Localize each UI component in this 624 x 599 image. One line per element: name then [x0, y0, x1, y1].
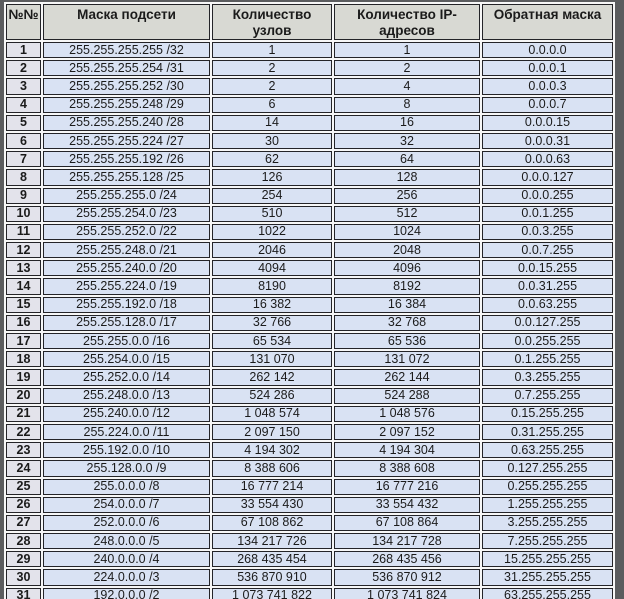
cell-host-count: 1 073 741 822	[212, 588, 332, 599]
cell-wildcard-mask: 0.0.7.255	[482, 242, 613, 258]
table-row	[6, 242, 613, 258]
cell-ip-count: 64	[334, 151, 480, 167]
cell-subnet-mask: 255.248.0.0 /13	[43, 388, 210, 404]
cell-wildcard-mask: 0.255.255.255	[482, 479, 613, 495]
cell-wildcard-mask: 0.0.127.255	[482, 315, 613, 331]
cell-row-number: 10	[6, 206, 41, 222]
cell-subnet-mask: 192.0.0.0 /2	[43, 588, 210, 599]
cell-host-count: 8 388 606	[212, 460, 332, 476]
cell-wildcard-mask: 0.7.255.255	[482, 388, 613, 404]
cell-subnet-mask: 255.255.240.0 /20	[43, 260, 210, 276]
column-header-mask: Маска подсети	[43, 4, 210, 40]
cell-ip-count: 4	[334, 78, 480, 94]
cell-row-number: 15	[6, 297, 41, 313]
table-row	[6, 224, 613, 240]
table-row	[6, 188, 613, 204]
cell-row-number: 3	[6, 78, 41, 94]
cell-subnet-mask: 255.240.0.0 /12	[43, 406, 210, 422]
cell-row-number: 4	[6, 97, 41, 113]
cell-wildcard-mask: 0.0.0.1	[482, 60, 613, 76]
table-row	[6, 479, 613, 495]
table-row	[6, 515, 613, 531]
table-row	[6, 424, 613, 440]
cell-subnet-mask: 255.255.255.224 /27	[43, 133, 210, 149]
cell-host-count: 524 286	[212, 388, 332, 404]
cell-ip-count: 4 194 304	[334, 442, 480, 458]
cell-wildcard-mask: 0.63.255.255	[482, 442, 613, 458]
cell-row-number: 5	[6, 115, 41, 131]
cell-row-number: 2	[6, 60, 41, 76]
cell-row-number: 25	[6, 479, 41, 495]
cell-wildcard-mask: 0.127.255.255	[482, 460, 613, 476]
cell-row-number: 22	[6, 424, 41, 440]
cell-wildcard-mask: 0.0.31.255	[482, 278, 613, 294]
cell-host-count: 2046	[212, 242, 332, 258]
cell-host-count: 126	[212, 169, 332, 185]
cell-host-count: 1	[212, 42, 332, 58]
cell-row-number: 11	[6, 224, 41, 240]
cell-host-count: 6	[212, 97, 332, 113]
cell-row-number: 8	[6, 169, 41, 185]
table-row	[6, 588, 613, 599]
cell-ip-count: 1024	[334, 224, 480, 240]
cell-subnet-mask: 255.255.255.255 /32	[43, 42, 210, 58]
cell-ip-count: 1 073 741 824	[334, 588, 480, 599]
cell-subnet-mask: 255.255.255.254 /31	[43, 60, 210, 76]
cell-subnet-mask: 255.255.248.0 /21	[43, 242, 210, 258]
cell-host-count: 268 435 454	[212, 551, 332, 567]
cell-wildcard-mask: 0.0.0.31	[482, 133, 613, 149]
cell-subnet-mask: 255.255.192.0 /18	[43, 297, 210, 313]
table-row	[6, 315, 613, 331]
table-row	[6, 497, 613, 513]
cell-ip-count: 2	[334, 60, 480, 76]
cell-row-number: 23	[6, 442, 41, 458]
column-header-number: №№	[6, 4, 41, 40]
cell-wildcard-mask: 0.1.255.255	[482, 351, 613, 367]
cell-wildcard-mask: 0.3.255.255	[482, 369, 613, 385]
table-row	[6, 297, 613, 313]
cell-wildcard-mask: 0.0.0.63	[482, 151, 613, 167]
cell-ip-count: 8192	[334, 278, 480, 294]
table-row	[6, 551, 613, 567]
cell-ip-count: 1	[334, 42, 480, 58]
table-body	[6, 42, 613, 599]
cell-host-count: 67 108 862	[212, 515, 332, 531]
header-row	[6, 4, 613, 40]
cell-subnet-mask: 248.0.0.0 /5	[43, 533, 210, 549]
cell-row-number: 24	[6, 460, 41, 476]
cell-subnet-mask: 255.128.0.0 /9	[43, 460, 210, 476]
cell-subnet-mask: 255.252.0.0 /14	[43, 369, 210, 385]
cell-row-number: 14	[6, 278, 41, 294]
cell-host-count: 2	[212, 78, 332, 94]
table-row	[6, 442, 613, 458]
table-row	[6, 60, 613, 76]
cell-ip-count: 134 217 728	[334, 533, 480, 549]
table-row	[6, 351, 613, 367]
cell-subnet-mask: 255.255.255.192 /26	[43, 151, 210, 167]
cell-wildcard-mask: 0.0.0.7	[482, 97, 613, 113]
table-row	[6, 533, 613, 549]
cell-host-count: 33 554 430	[212, 497, 332, 513]
cell-ip-count: 2048	[334, 242, 480, 258]
table-row	[6, 388, 613, 404]
cell-wildcard-mask: 0.0.3.255	[482, 224, 613, 240]
cell-row-number: 26	[6, 497, 41, 513]
cell-host-count: 4094	[212, 260, 332, 276]
cell-host-count: 2	[212, 60, 332, 76]
table-row	[6, 278, 613, 294]
table-row	[6, 133, 613, 149]
cell-wildcard-mask: 0.0.255.255	[482, 333, 613, 349]
cell-subnet-mask: 255.224.0.0 /11	[43, 424, 210, 440]
cell-subnet-mask: 224.0.0.0 /3	[43, 569, 210, 585]
cell-host-count: 14	[212, 115, 332, 131]
cell-ip-count: 16 777 216	[334, 479, 480, 495]
cell-row-number: 17	[6, 333, 41, 349]
cell-host-count: 134 217 726	[212, 533, 332, 549]
table-row	[6, 369, 613, 385]
cell-wildcard-mask: 0.31.255.255	[482, 424, 613, 440]
cell-row-number: 6	[6, 133, 41, 149]
table-row	[6, 460, 613, 476]
cell-row-number: 29	[6, 551, 41, 567]
table-row	[6, 169, 613, 185]
cell-wildcard-mask: 7.255.255.255	[482, 533, 613, 549]
cell-host-count: 4 194 302	[212, 442, 332, 458]
cell-host-count: 510	[212, 206, 332, 222]
cell-host-count: 65 534	[212, 333, 332, 349]
cell-host-count: 2 097 150	[212, 424, 332, 440]
cell-wildcard-mask: 15.255.255.255	[482, 551, 613, 567]
cell-host-count: 262 142	[212, 369, 332, 385]
cell-wildcard-mask: 0.0.1.255	[482, 206, 613, 222]
cell-row-number: 13	[6, 260, 41, 276]
cell-ip-count: 128	[334, 169, 480, 185]
cell-row-number: 1	[6, 42, 41, 58]
cell-subnet-mask: 255.255.0.0 /16	[43, 333, 210, 349]
cell-ip-count: 256	[334, 188, 480, 204]
cell-ip-count: 33 554 432	[334, 497, 480, 513]
table-row	[6, 260, 613, 276]
cell-subnet-mask: 255.254.0.0 /15	[43, 351, 210, 367]
cell-ip-count: 67 108 864	[334, 515, 480, 531]
cell-wildcard-mask: 0.0.0.15	[482, 115, 613, 131]
cell-row-number: 16	[6, 315, 41, 331]
column-header-hosts: Количество узлов	[212, 4, 332, 40]
cell-subnet-mask: 252.0.0.0 /6	[43, 515, 210, 531]
column-header-wildcard: Обратная маска	[482, 4, 613, 40]
cell-row-number: 9	[6, 188, 41, 204]
cell-host-count: 536 870 910	[212, 569, 332, 585]
cell-wildcard-mask: 0.15.255.255	[482, 406, 613, 422]
table-row	[6, 333, 613, 349]
cell-host-count: 30	[212, 133, 332, 149]
table-row	[6, 406, 613, 422]
cell-ip-count: 8 388 608	[334, 460, 480, 476]
cell-wildcard-mask: 1.255.255.255	[482, 497, 613, 513]
cell-ip-count: 262 144	[334, 369, 480, 385]
cell-subnet-mask: 240.0.0.0 /4	[43, 551, 210, 567]
cell-host-count: 8190	[212, 278, 332, 294]
cell-ip-count: 16 384	[334, 297, 480, 313]
cell-row-number: 20	[6, 388, 41, 404]
cell-host-count: 16 382	[212, 297, 332, 313]
cell-ip-count: 1 048 576	[334, 406, 480, 422]
cell-row-number: 19	[6, 369, 41, 385]
table-row	[6, 42, 613, 58]
cell-ip-count: 131 072	[334, 351, 480, 367]
cell-ip-count: 4096	[334, 260, 480, 276]
cell-subnet-mask: 255.255.255.128 /25	[43, 169, 210, 185]
cell-row-number: 28	[6, 533, 41, 549]
cell-ip-count: 65 536	[334, 333, 480, 349]
table-row	[6, 206, 613, 222]
table-row	[6, 115, 613, 131]
cell-row-number: 30	[6, 569, 41, 585]
cell-subnet-mask: 255.0.0.0 /8	[43, 479, 210, 495]
cell-row-number: 18	[6, 351, 41, 367]
cell-subnet-mask: 255.255.128.0 /17	[43, 315, 210, 331]
cell-wildcard-mask: 63.255.255.255	[482, 588, 613, 599]
table-row	[6, 151, 613, 167]
cell-wildcard-mask: 0.0.15.255	[482, 260, 613, 276]
cell-host-count: 131 070	[212, 351, 332, 367]
cell-ip-count: 536 870 912	[334, 569, 480, 585]
cell-subnet-mask: 255.255.255.0 /24	[43, 188, 210, 204]
cell-subnet-mask: 255.255.224.0 /19	[43, 278, 210, 294]
cell-wildcard-mask: 0.0.0.255	[482, 188, 613, 204]
cell-subnet-mask: 255.255.255.252 /30	[43, 78, 210, 94]
table-row	[6, 569, 613, 585]
cell-ip-count: 32	[334, 133, 480, 149]
cell-host-count: 16 777 214	[212, 479, 332, 495]
subnet-mask-table	[4, 2, 615, 599]
cell-row-number: 31	[6, 588, 41, 599]
cell-wildcard-mask: 0.0.0.3	[482, 78, 613, 94]
cell-subnet-mask: 255.255.255.248 /29	[43, 97, 210, 113]
cell-row-number: 7	[6, 151, 41, 167]
cell-subnet-mask: 255.255.255.240 /28	[43, 115, 210, 131]
cell-wildcard-mask: 3.255.255.255	[482, 515, 613, 531]
table-row	[6, 97, 613, 113]
cell-row-number: 21	[6, 406, 41, 422]
cell-host-count: 62	[212, 151, 332, 167]
cell-wildcard-mask: 31.255.255.255	[482, 569, 613, 585]
cell-host-count: 254	[212, 188, 332, 204]
cell-ip-count: 2 097 152	[334, 424, 480, 440]
cell-ip-count: 8	[334, 97, 480, 113]
cell-ip-count: 16	[334, 115, 480, 131]
cell-subnet-mask: 255.255.254.0 /23	[43, 206, 210, 222]
cell-subnet-mask: 255.192.0.0 /10	[43, 442, 210, 458]
cell-ip-count: 512	[334, 206, 480, 222]
cell-ip-count: 524 288	[334, 388, 480, 404]
cell-row-number: 27	[6, 515, 41, 531]
cell-wildcard-mask: 0.0.63.255	[482, 297, 613, 313]
cell-wildcard-mask: 0.0.0.0	[482, 42, 613, 58]
cell-row-number: 12	[6, 242, 41, 258]
cell-subnet-mask: 255.255.252.0 /22	[43, 224, 210, 240]
cell-wildcard-mask: 0.0.0.127	[482, 169, 613, 185]
cell-ip-count: 268 435 456	[334, 551, 480, 567]
cell-host-count: 1 048 574	[212, 406, 332, 422]
cell-host-count: 32 766	[212, 315, 332, 331]
table-row	[6, 78, 613, 94]
column-header-ips: Количество IP-адресов	[334, 4, 480, 40]
cell-subnet-mask: 254.0.0.0 /7	[43, 497, 210, 513]
cell-host-count: 1022	[212, 224, 332, 240]
cell-ip-count: 32 768	[334, 315, 480, 331]
